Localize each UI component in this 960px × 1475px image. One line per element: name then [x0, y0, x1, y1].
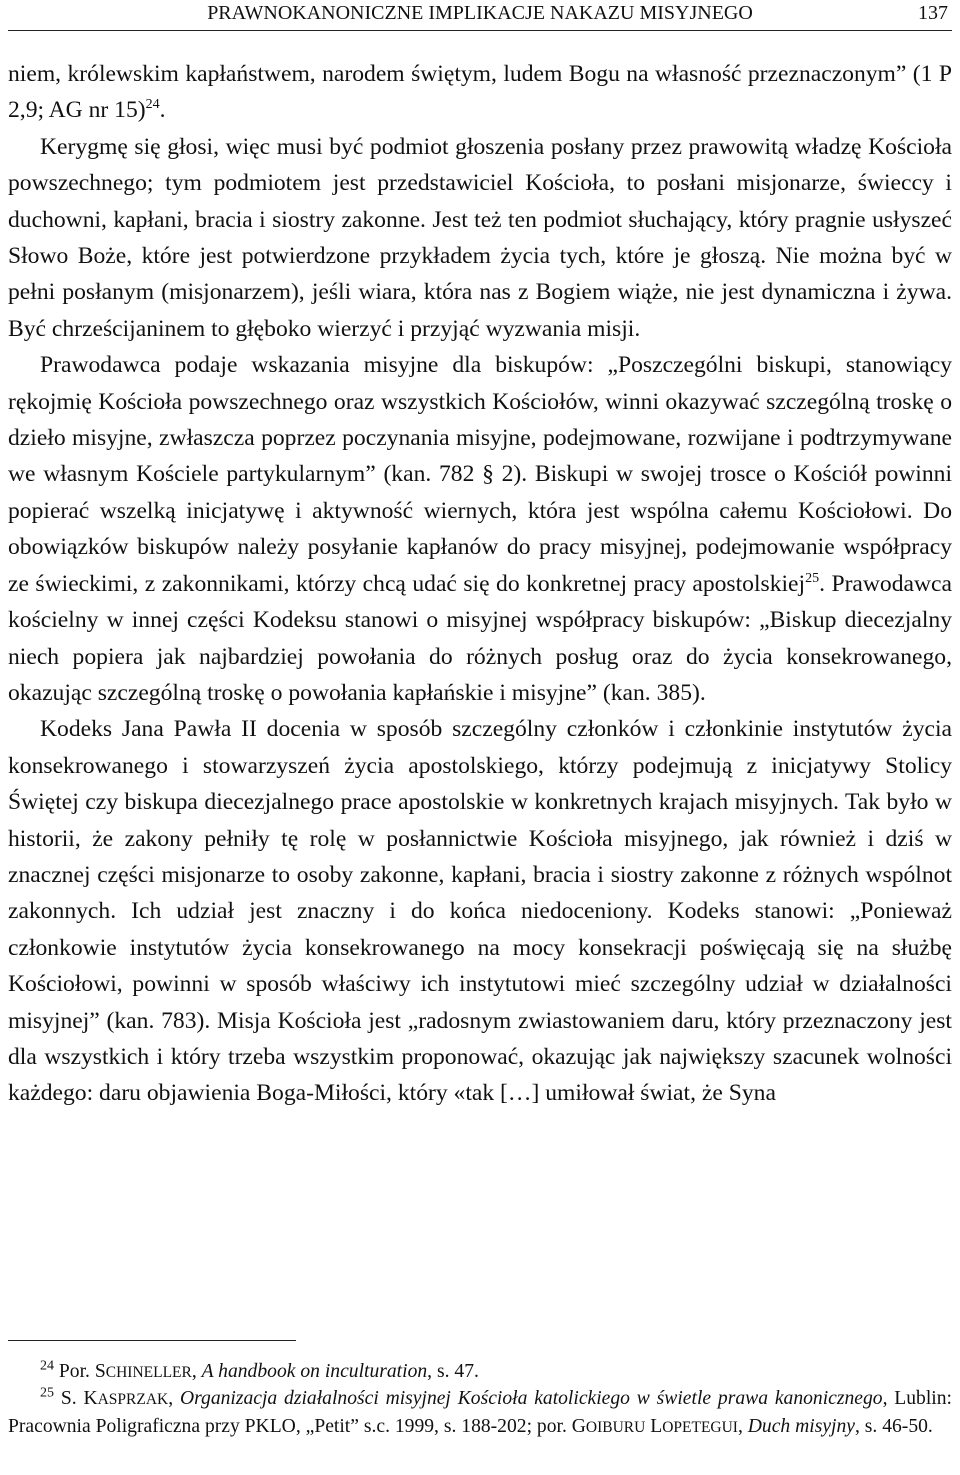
footnote-pages: , s. 47. [427, 1361, 479, 1382]
footnote-author: CHINELLER [105, 1364, 192, 1381]
running-header [8, 0, 952, 31]
footnotes [8, 1359, 952, 1441]
footnote-title: A handbook on inculturation [201, 1361, 428, 1382]
paragraph-3-text-b: . Prawodawca kościelny w innej części Kodeksu stanowi o misyjnej współpracy biskupów: „Biskup diecezjalny niech popiera jak najbardziej powołania do różnych posług oraz do życia konsekrowanego, okazując szczególną troskę o powołania kapłańskie i misyjne” (kan. 385). [8, 570, 952, 706]
footnote-number: 25 [40, 1385, 54, 1401]
footnote-separator-text: , [168, 1388, 180, 1410]
footnote-author-2b-initial: L [650, 1415, 663, 1437]
paragraph-2: Kerygmę się głosi, więc musi być podmiot głoszenia posłany przez prawowitą władzę Kościoła powszechnego; tym podmiotem jest przedstawiciel Kościoła, to posłani misjonarze, świeccy i duchowni, kapłani, bracia i siostry zakonne. Jest też ten podmiot słuchający, który pragnie usłyszeć Słowo Boże, które jest potwierdzone przykładem życia tych, które je głoszą. Nie można być w pełni posłanym (misjonarzem), jeśli wiara, która nas z Bogiem wiąże, nie jest dynamiczna i żywa. Być chrześcijaninem to głęboko wierzyć i przyjąć wyzwania misji. [8, 133, 952, 342]
footnote-text: S. K [60, 1388, 98, 1410]
footnote-number: 24 [40, 1358, 54, 1374]
paragraph-1 [8, 56, 952, 129]
footnote-author-2: OIBURU [585, 1418, 646, 1436]
footnote-24 [8, 1359, 952, 1386]
footnote-title-2: Duch misyjny [747, 1415, 855, 1437]
body-text [8, 56, 952, 1112]
footnote-separator-text: , [737, 1415, 748, 1437]
footnote-ref-25[interactable]: 25 [805, 570, 820, 586]
footnote-author-2b: OPETEGUI [662, 1418, 738, 1436]
footnote-ref-24[interactable]: 24 [145, 97, 160, 113]
footnote-pages: , s. 46-50. [854, 1415, 933, 1437]
paragraph-1-end: . [159, 97, 166, 124]
running-title: PRAWNOKANONICZNE IMPLIKACJE NAKAZU MISYJNEGO [207, 2, 753, 24]
paragraph-3 [8, 347, 952, 711]
page-number: 137 [918, 2, 948, 24]
paragraph-4: Kodeks Jana Pawła II docenia w sposób szczególny członków i członkinie instytutów życia konsekrowanego i stowarzyszeń życia apostolskiego, którzy podejmują z inicjatywy Stolicy Świętej czy biskupa diecezjalnego prace apostolskie w konkretnych krajach misyjnych. Tak było w historii, że zakony pełniły tę rolę w posłannictwie Kościoła misyjnego, jak również i dziś w znacznej części misjonarze to osoby zakonne, kapłani, bracia i siostry zakonne z różnych wspólnot zakonnych. Ich udział jest znaczny i do końca niedoceniony. Kodeks stanowi: „Ponieważ członkowie instytutów życia konsekrowanego na mocy konsekracji poświęcają się na służbę Kościołowi, powinni w sposób właściwy ich instytutowi mieć szczególny udział w działalności misyjnej” (kan. 783). Misja Kościoła jest „radosnym zwiastowaniem daru, który przeznaczony jest dla wszystkich i który trzeba wszystkim proponować, okazując jak największy szacunek wolności każdego: daru objawienia Boga-Miłości, który «tak […] umiłował świat, że Syna [8, 716, 952, 1107]
footnote-separator [8, 1340, 296, 1341]
footnote-25 [8, 1386, 952, 1441]
paragraph-1-text: niem, królewskim kapłaństwem, narodem świętym, ludem Bogu na własność przeznaczonym” (1 P 2,9; AG nr 15) [8, 61, 952, 124]
footnote-separator-text: , [191, 1361, 202, 1382]
footnote-title: Organizacja działalności misyjnej Kościoła katolickiego w świetle prawa kanonicznego [179, 1388, 883, 1410]
footnote-author: ASPRZAK [97, 1391, 169, 1409]
footnote-publisher: , Lublin: Pracownia Poligraficzna przy PKLO, „Petit” s.c. 1999, s. 188-202; por. G [8, 1388, 952, 1437]
paragraph-3-text-a: Prawodawca podaje wskazania misyjne dla biskupów: „Poszczególni biskupi, stanowiący rękojmię Kościoła powszechnego oraz wszystkich Kościołów, winni okazywać szczególną troskę o dzieło misyjne, zwłaszcza poprzez poczynania misyjne, podejmowane, rozwijane i podtrzymywane we własnym Kościele partykularnym” (kan. 782 § 2). Biskupi w swojej trosce o Kościół powinni popierać wszelką inicjatywę i aktywność wiernych, która jest wspólna całemu Kościołowi. Do obowiązków biskupów należy posyłanie kapłanów do pracy misyjnej, podejmowanie współpracy ze świeckimi, z zakonnikami, którzy chcą udać się do konkretnej pracy apostolskiej [8, 352, 952, 597]
footnote-text: Por. S [58, 1361, 106, 1382]
